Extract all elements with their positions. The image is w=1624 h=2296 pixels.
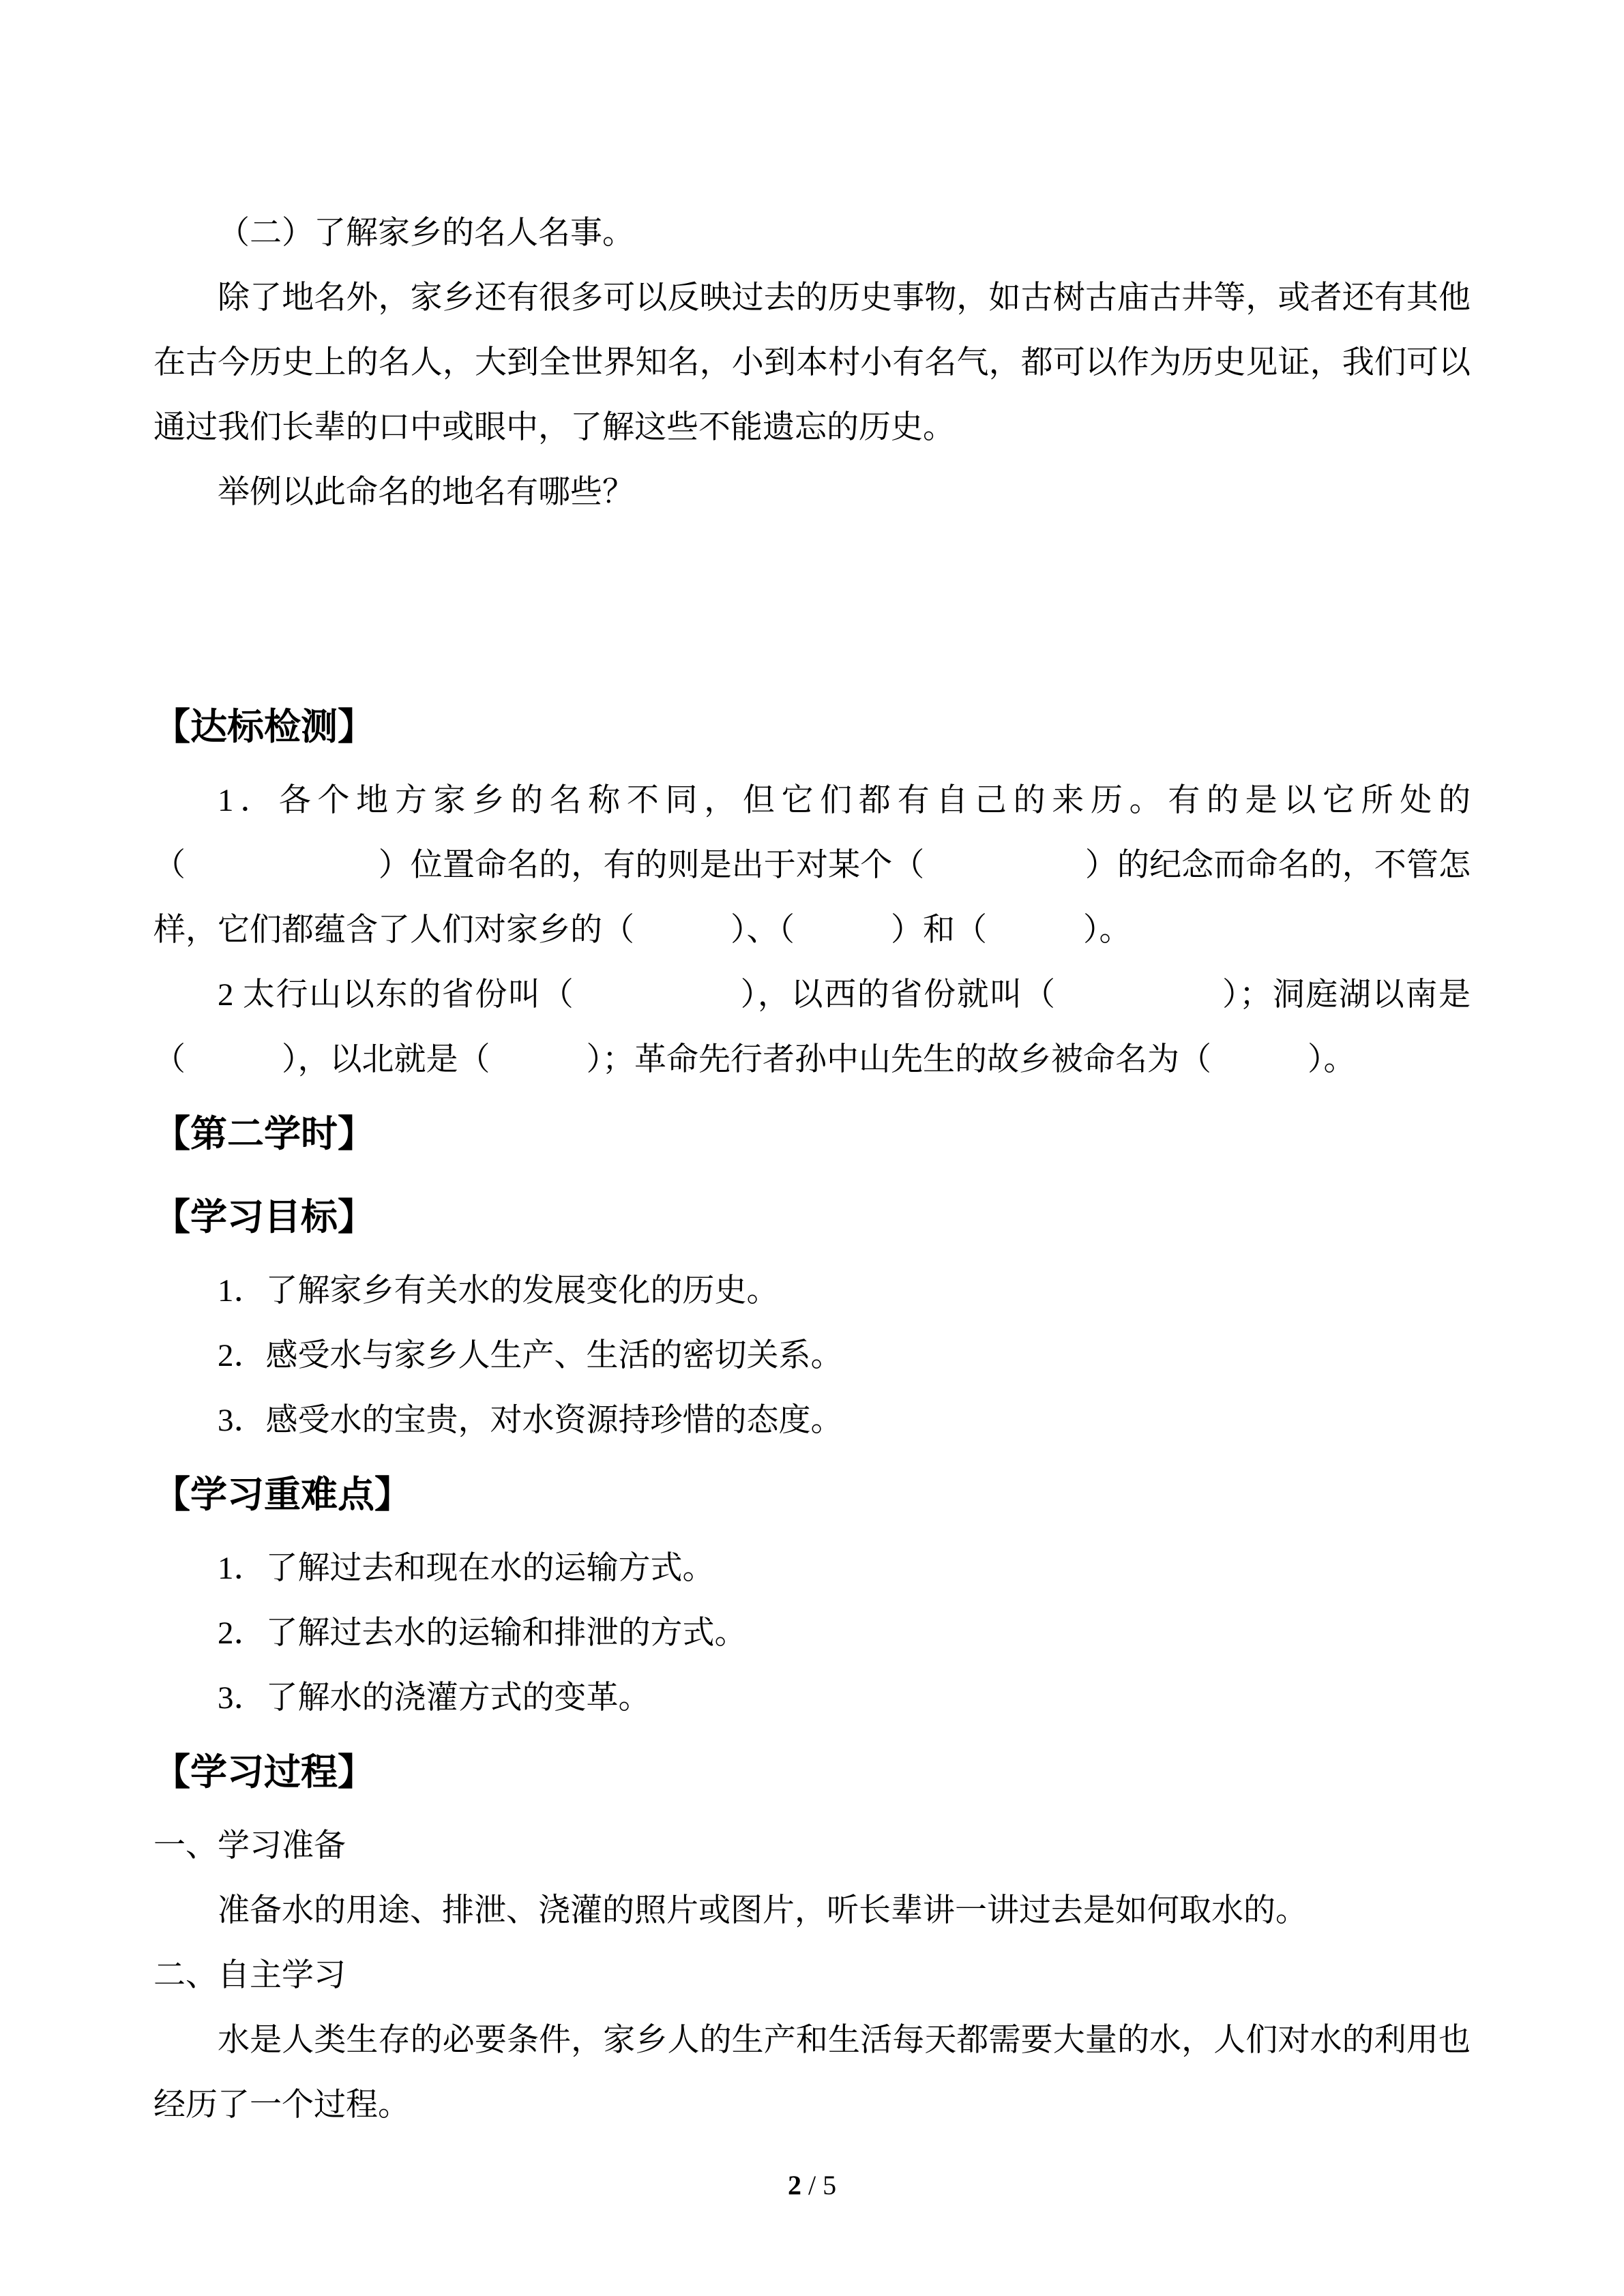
key-point-item-3: 3．了解水的浇灌方式的变革。	[218, 1680, 651, 1716]
process-step-2-body: 水是人类生存的必要条件，家乡人的生产和生活每天都需要大量的水，人们对水的利用也经历了一个过程。	[153, 2023, 1471, 2123]
key-point-item-1: 1．了解过去和现在水的运输方式。	[218, 1551, 715, 1586]
footer-separator: /	[801, 2170, 823, 2201]
heading-lesson-2: 【第二学时】	[153, 1114, 374, 1154]
goal-item-1: 1．了解家乡有关水的发展变化的历史。	[218, 1273, 779, 1309]
process-step-2-label: 二、自主学习	[153, 1958, 346, 1993]
paragraph-example-question: 举例以此命名的地名有哪些？	[218, 475, 634, 510]
footer-current-page: 2	[787, 2170, 801, 2201]
assessment-question-1: 1．各个地方家乡的名称不同，但它们都有自己的来历。有的是以它所处的（ ）位置命名的，有的则是出于对某个（ ）的纪念而命名的，不管怎样，它们都蕴含了人们对家乡的（ ）、（ ）和（ ）。	[153, 783, 1471, 948]
key-point-item-2: 2．了解过去水的运输和排泄的方式。	[218, 1615, 747, 1651]
goal-item-2: 2．感受水与家乡人生产、生活的密切关系。	[218, 1338, 843, 1373]
subsection-title: （二）了解家乡的名人名事。	[218, 215, 634, 251]
heading-learning-process: 【学习过程】	[153, 1752, 374, 1793]
goal-item-3: 3．感受水的宝贵，对水资源持珍惜的态度。	[218, 1403, 843, 1438]
heading-learning-goals: 【学习目标】	[153, 1197, 374, 1238]
page-footer	[0, 2171, 1624, 2201]
process-step-1-label: 一、学习准备	[153, 1828, 346, 1864]
paragraph-history-intro: 除了地名外，家乡还有很多可以反映过去的历史事物，如古树古庙古井等，或者还有其他在古今历史上的名人，大到全世界知名，小到本村小有名气，都可以作为历史见证，我们可以通过我们长辈的口中或眼中，了解这些不能遗忘的历史。	[153, 280, 1471, 445]
process-step-1-body: 准备水的用途、排泄、浇灌的照片或图片，听长辈讲一讲过去是如何取水的。	[218, 1893, 1308, 1928]
footer-total-pages: 5	[823, 2170, 837, 2201]
heading-key-points: 【学习重难点】	[153, 1474, 411, 1515]
heading-assessment: 【达标检测】	[153, 706, 374, 747]
assessment-question-2: 2 太行山以东的省份叫（ ），以西的省份就叫（ ）；洞庭湖以南是（ ），以北就是（ ）；革命先行者孙中山先生的故乡被命名为（ ）。	[153, 977, 1471, 1077]
